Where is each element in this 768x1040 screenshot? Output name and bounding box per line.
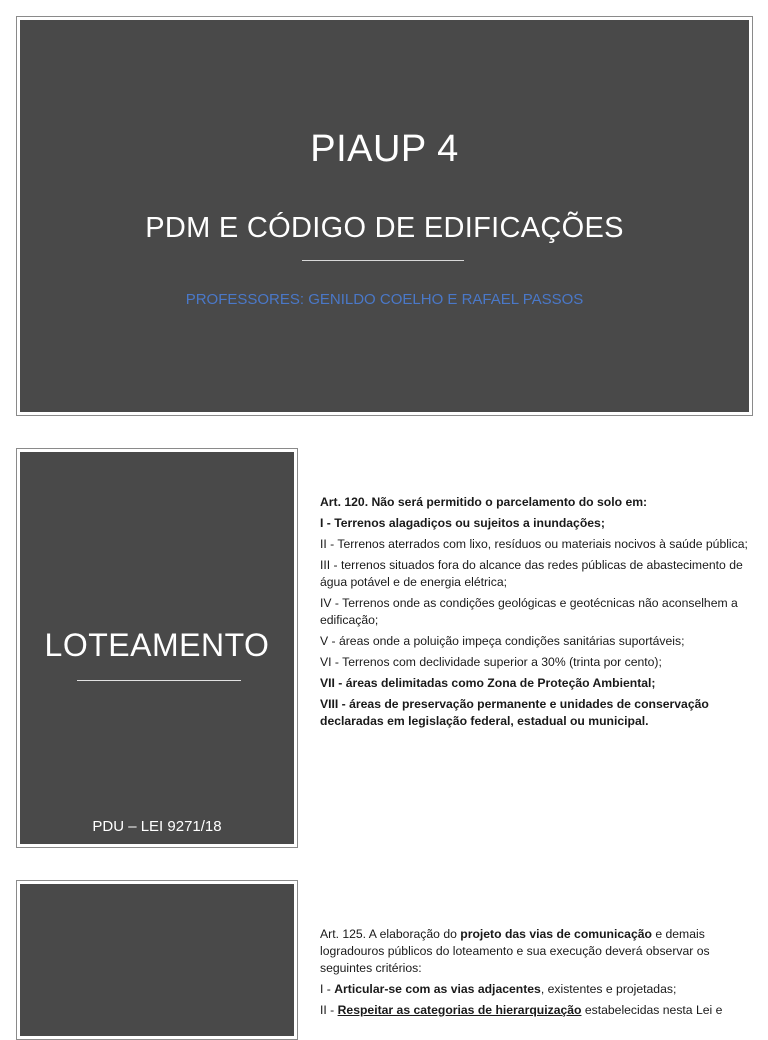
section-slide-background xyxy=(20,452,294,844)
professors-line: PROFESSORES: GENILDO COELHO E RAFAEL PASSOS xyxy=(185,291,584,308)
text-run-bold: Articular-se com as vias adjacentes xyxy=(334,982,541,996)
divider xyxy=(302,260,464,261)
title-slide-background xyxy=(20,20,749,412)
title-slide xyxy=(16,16,753,416)
article-item: VII - áreas delimitadas como Zona de Proteção Ambiental; xyxy=(320,676,656,690)
section-footer: PDU – LEI 9271/18 xyxy=(92,818,222,835)
article-item: I - Terrenos alagadiços ou sujeitos a inundações; xyxy=(320,516,605,530)
text-run: Art. 125. A elaboração do xyxy=(320,927,461,941)
text-run-bold: Respeitar as categorias de hierarquização xyxy=(337,1003,582,1017)
article-item: VI - Terrenos com declividade superior a 30% (trinta por cento); xyxy=(320,655,662,669)
article-120-text xyxy=(320,494,752,734)
article-item: IV - Terrenos onde as condições geológicas e geotécnicas não aconselhem a edificação; xyxy=(320,596,738,627)
section-slide-loteamento xyxy=(16,448,298,848)
article-item: III - terrenos situados fora do alcance das redes públicas de abastecimento de água potável e de energia elétrica; xyxy=(320,558,743,589)
article-item: II - Terrenos aterrados com lixo, resíduos ou materiais nocivos à saúde pública; xyxy=(320,537,748,551)
article-125-text xyxy=(320,926,752,1023)
text-run: estabelecidas nesta Lei e xyxy=(581,1003,723,1017)
article-item xyxy=(320,981,752,998)
slide-title: PIAUP 4 xyxy=(310,128,459,170)
text-run: I - xyxy=(320,982,335,996)
article-heading: Art. 120. Não será permitido o parcelamento do solo em: xyxy=(320,495,648,509)
slide-subtitle: PDM E CÓDIGO DE EDIFICAÇÕES xyxy=(145,212,624,244)
text-run: e demais logradouros públicos do loteamento e sua execução deverá observar os seguintes critérios: xyxy=(320,927,710,975)
text-run-bold: projeto das vias de comunicação xyxy=(460,927,652,941)
third-slide xyxy=(16,880,298,1040)
text-run: , existentes e projetadas; xyxy=(540,982,677,996)
article-paragraph xyxy=(320,926,752,977)
divider xyxy=(77,680,241,681)
article-item xyxy=(320,1002,752,1019)
text-run: II - xyxy=(320,1003,338,1017)
section-title: LOTEAMENTO xyxy=(44,627,270,663)
article-item: VIII - áreas de preservação permanente e unidades de conservação declaradas em legislação federal, estadual ou municipal. xyxy=(320,697,709,728)
third-slide-background xyxy=(20,884,294,1036)
article-item: V - áreas onde a poluição impeça condições sanitárias suportáveis; xyxy=(320,634,685,648)
